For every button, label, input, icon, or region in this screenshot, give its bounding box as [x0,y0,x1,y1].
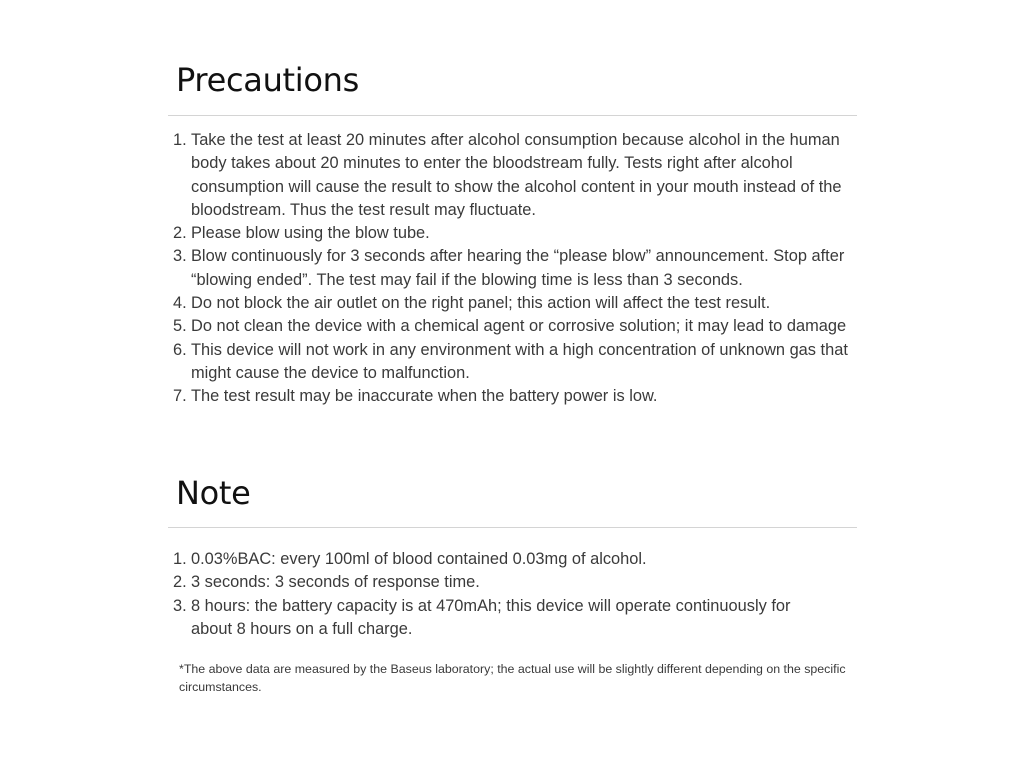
precaution-item [173,385,863,408]
precaution-text: Please blow using the blow tube. [191,224,430,243]
precaution-item [173,222,863,245]
precaution-text: Take the test at least 20 minutes after alcohol consumption because alcohol in the human body takes about 20 minutes to enter the bloodstream fully. Tests right after alcohol consumption will cause the result to show the alcohol content in your mouth instead of the bloodstream. Thus the test result may fluctuate. [191,131,842,219]
note-number: 1. [173,550,187,568]
precaution-item [173,315,863,338]
precautions-list [173,129,863,409]
note-text: 0.03%BAC: every 100ml of blood contained 0.03mg of alcohol. [191,550,647,568]
precaution-item [173,245,863,292]
note-heading: Note [176,474,251,512]
note-item [173,571,863,594]
footnote: *The above data are measured by the Baseus laboratory; the actual use will be slightly different depending on the specific circumstances. [179,662,846,694]
precaution-number: 3. [173,247,187,266]
precaution-number: 5. [173,317,187,336]
note-number: 2. [173,573,187,592]
note-divider [168,527,857,528]
precaution-number: 6. [173,340,187,359]
note-number: 3. [173,596,187,615]
precaution-text: The test result may be inaccurate when the battery power is low. [191,387,658,406]
precaution-text: This device will not work in any environment with a high concentration of unknown gas that might cause the device to malfunction. [191,340,848,382]
note-item [173,595,863,642]
note-list [173,548,863,641]
precaution-text: Blow continuously for 3 seconds after hearing the “please blow” announcement. Stop after “blowing ended”. The test may fail if the blowing time is less than 3 seconds. [191,247,845,289]
note-text: 8 hours: the battery capacity is at 470mAh; this device will operate continuously for about 8 hours on a full charge. [191,596,791,638]
precaution-text: Do not block the air outlet on the right panel; this action will affect the test result. [191,294,771,313]
precaution-item [173,292,863,315]
precaution-number: 1. [173,131,187,149]
precautions-divider [168,115,857,116]
note-text: 3 seconds: 3 seconds of response time. [191,573,480,592]
precaution-item [173,339,863,386]
precaution-number: 4. [173,294,187,313]
precaution-number: 2. [173,224,187,243]
precaution-item [173,129,863,222]
precaution-number: 7. [173,387,187,406]
precautions-heading: Precautions [176,61,360,99]
note-item [173,548,863,571]
precaution-text: Do not clean the device with a chemical agent or corrosive solution; it may lead to damage [191,317,847,336]
